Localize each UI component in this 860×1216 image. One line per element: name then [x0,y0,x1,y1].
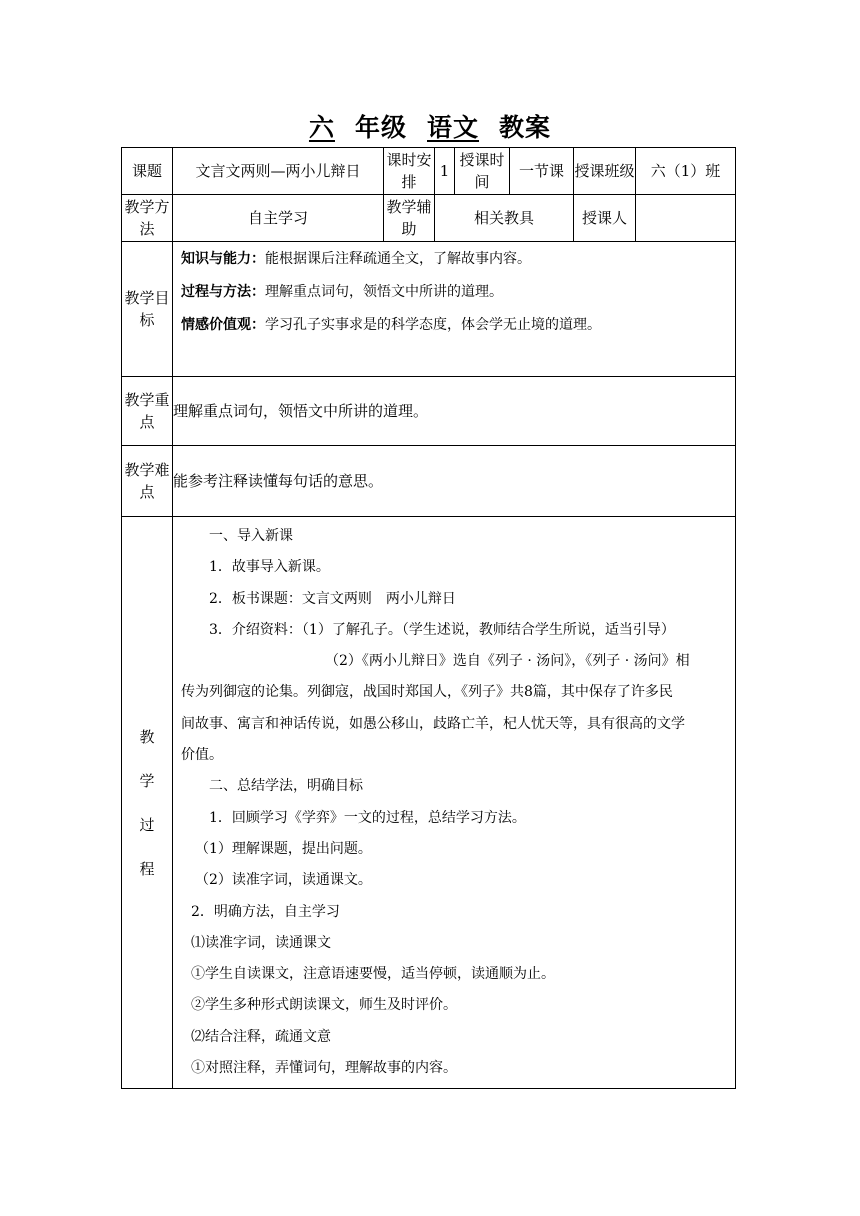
process-line: 1．回顾学习《学弈》一文的过程，总结学习方法。 [209,809,526,826]
schedule-label: 课时安排 [384,148,435,195]
teacher-value [636,195,736,242]
process-line: ⑴读准字词，读通课文 [191,934,331,951]
process-line: （2）读准字词，读通课文。 [195,872,372,889]
process-label-char: 教 [139,727,155,746]
process-line: ②学生多种形式朗读课文，师生及时评价。 [191,997,457,1014]
title-grade: 六 [308,113,335,142]
method-label: 教学方法 [122,195,173,242]
class-value: 六（1）班 [636,148,736,195]
topic-value: 文言文两则—两小儿辩日 [173,148,384,195]
process-line: 2．明确方法，自主学习 [191,903,340,920]
process-line: 一、导入新课 [209,528,293,544]
title-grade-suffix: 年级 [354,113,407,142]
process-line: 价值。 [181,747,223,764]
time-value: 一节课 [510,148,574,195]
process-content [173,517,736,1089]
process-label-char: 学 [139,771,155,790]
difficulties-text: 能参考注释读懂每句话的意思。 [173,446,736,517]
goals-content [173,242,736,377]
difficulties-label: 教学难点 [122,446,173,517]
header-row-1 [122,148,736,195]
schedule-value: 1 [435,148,455,195]
aid-value: 相关教具 [435,195,574,242]
teacher-label: 授课人 [574,195,636,242]
process-line: （1）理解课题，提出问题。 [195,840,372,857]
aid-label: 教学辅助 [384,195,435,242]
goal-item: 过程与方法：理解重点词句，领悟文中所讲的道理。 [181,284,503,300]
title-subject: 语文 [427,113,480,142]
goals-row [122,242,736,377]
time-label: 授课时间 [455,148,510,195]
process-line: 3．介绍资料：（1）了解孔子。（学生述说，教师结合学生所说，适当引导） [209,621,675,638]
method-value: 自主学习 [173,195,384,242]
process-label-char: 程 [139,859,155,878]
process-row [122,517,736,1089]
class-label: 授课班级 [574,148,636,195]
goal-item: 情感价值观：学习孔子实事求是的科学态度，体会学无止境的道理。 [181,317,601,333]
process-label [122,517,173,1089]
key-points-row [122,377,736,446]
goal-item: 知识与能力：能根据课后注释疏通全文，了解故事内容。 [181,251,531,267]
key-points-label: 教学重点 [122,377,173,446]
goals-label: 教学目标 [122,242,173,377]
lesson-plan-table [121,147,736,1089]
process-line: 传为列御寇的论集。列御寇，战国时郑国人，《列子》共8篇，其中保存了许多民 [181,684,673,701]
process-line: 间故事、寓言和神话传说，如愚公移山，歧路亡羊，杞人忧天等，具有很高的文学 [181,715,685,732]
process-line: ⑵结合注释，疏通文意 [191,1028,331,1045]
process-line: 二、总结学法，明确目标 [209,778,363,795]
title-suffix: 教案 [499,113,552,142]
process-line: ①对照注释，弄懂词句，理解故事的内容。 [191,1060,457,1077]
process-line: 1．故事导入新课。 [209,559,330,576]
process-label-char: 过 [139,815,155,834]
process-label-text [122,715,172,891]
key-points-text: 理解重点词句，领悟文中所讲的道理。 [173,377,736,446]
header-row-2 [122,195,736,242]
process-line: ①学生自读课文，注意语速要慢，适当停顿，读通顺为止。 [191,966,555,983]
process-line: 2．板书课题：文言文两则 两小儿辩日 [209,590,456,607]
page-title [0,108,860,144]
difficulties-row [122,446,736,517]
topic-label: 课题 [122,148,173,195]
process-line: （2）《两小儿辩日》选自《列子 · 汤问》，《列子 · 汤问》相 [325,653,690,670]
